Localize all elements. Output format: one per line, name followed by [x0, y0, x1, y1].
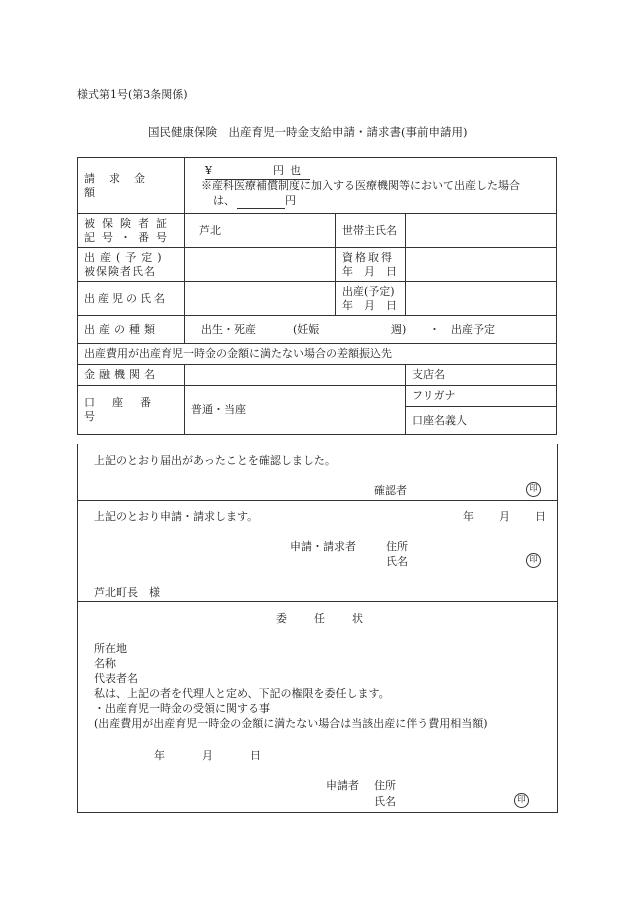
proxy-applicant-label: 申請者 [326, 779, 359, 792]
proxy-location-label: 所在地 [94, 642, 127, 655]
yen-unit: 円也 [273, 163, 307, 177]
child-name-label: 出産児の氏名 [84, 291, 168, 305]
birth-date-label-1: 出産(予定) [342, 284, 395, 298]
table-row [78, 214, 557, 248]
birth-type-option2[interactable]: ・ 出産予定 [429, 322, 495, 336]
insurance-cert-value-cell[interactable] [185, 214, 336, 248]
transfer-heading: 出産費用が出産育児一時金の金額に満たない場合の差額振込先 [84, 347, 392, 360]
proxy-date-month: 月 [202, 749, 213, 762]
birth-type-pregnancy-open: (妊娠 [293, 322, 320, 336]
table-row [78, 158, 557, 214]
confirmation-section [77, 444, 558, 501]
table-row [78, 386, 557, 407]
proxy-representative-label: 代表者名 [94, 672, 138, 685]
table-row [78, 344, 557, 365]
insurance-cert-value: 芦北 [199, 223, 221, 237]
application-text: 上記のとおり申請・請求します。 [94, 510, 259, 523]
householder-value-cell[interactable] [406, 214, 557, 248]
application-date-day: 日 [535, 510, 546, 523]
child-name-label-cell [78, 282, 185, 316]
table-row [78, 365, 557, 386]
birth-label-cell [78, 248, 185, 282]
branch-cell[interactable] [406, 365, 557, 386]
account-type[interactable]: 普通・当座 [191, 403, 246, 416]
yen-mark: ¥ [205, 163, 212, 177]
branch-label: 支店名 [412, 368, 445, 381]
proxy-section [77, 601, 558, 813]
claim-amount-cell[interactable] [185, 158, 557, 214]
birth-type-label-cell [78, 316, 185, 344]
proxy-item2: (出産費用が出産育児一時金の金額に満たない場合は当該出産に伴う費用相当額) [94, 717, 488, 730]
account-holder-label: 口座名義人 [412, 413, 467, 427]
furigana-cell[interactable] [406, 386, 557, 407]
applicant-seal-icon: 印 [526, 553, 541, 568]
birth-type-option1[interactable]: 出生・死産 [201, 322, 256, 336]
qualification-date-cell[interactable] [406, 248, 557, 282]
proxy-seal-icon: 印 [514, 793, 529, 808]
proxy-date-year: 年 [154, 749, 165, 762]
claim-note-suffix: 円 [285, 193, 296, 207]
surcharge-amount-field[interactable] [237, 194, 285, 209]
transfer-heading-cell [78, 344, 557, 365]
proxy-address-label: 住所 [374, 779, 396, 792]
application-date-year: 年 [463, 510, 474, 523]
bank-label: 金融機関名 [84, 368, 159, 381]
birth-date-label-cell [336, 282, 406, 316]
document-title: 国民健康保険 出産育児一時金支給申請・請求書(事前申請用) [148, 125, 468, 139]
table-row [78, 316, 557, 344]
proxy-name-label: 氏名 [374, 795, 396, 808]
birth-type-pregnancy-close: 週) [391, 322, 407, 336]
account-label: 口座番号 [84, 396, 168, 423]
account-holder-cell[interactable] [406, 407, 557, 435]
account-label-cell [78, 386, 185, 435]
proxy-statement: 私は、上記の者を代理人と定め、下記の権限を委任します。 [94, 687, 390, 700]
qualification-label-cell [336, 248, 406, 282]
furigana-label: フリガナ [412, 389, 456, 402]
birth-type-label: 出産の種類 [84, 322, 159, 336]
claim-note-line1: ※産科医療補償制度に加入する医療機関等において出産した場合 [201, 178, 520, 192]
table-row [78, 282, 557, 316]
applicant-name-label: 氏名 [386, 555, 408, 568]
qualification-label-1: 資格取得 [342, 250, 394, 264]
birth-date-cell[interactable] [406, 282, 557, 316]
proxy-company-label: 名称 [94, 657, 116, 670]
confirmation-text: 上記のとおり届出があったことを確認しました。 [94, 454, 336, 467]
child-name-cell[interactable] [185, 282, 336, 316]
proxy-item1: ・出産育児一時金の受領に関する事 [94, 702, 270, 715]
bank-name-cell[interactable] [185, 365, 406, 386]
householder-label: 世帯主氏名 [342, 223, 397, 237]
addressee: 芦北町長 様 [94, 586, 160, 599]
account-number-cell[interactable] [185, 386, 406, 435]
confirmer-label: 確認者 [374, 484, 407, 497]
application-section [77, 500, 558, 602]
claim-amount-label: 請求金額 [84, 171, 159, 199]
application-table [77, 157, 557, 435]
bank-label-cell [78, 365, 185, 386]
claim-note-prefix: は、 [213, 193, 235, 207]
householder-label-cell [336, 214, 406, 248]
insured-name-cell[interactable] [185, 248, 336, 282]
table-row [78, 248, 557, 282]
birth-label-1: 出産(予定) [84, 250, 167, 264]
insurance-cert-label-cell [78, 214, 185, 248]
insurance-cert-label-2: 記号・番号 [84, 230, 174, 244]
proxy-date-day: 日 [250, 749, 261, 762]
insurance-cert-label-1: 被保険者証 [84, 216, 174, 230]
birth-type-cell[interactable] [185, 316, 557, 344]
applicant-label: 申請・請求者 [290, 540, 356, 553]
form-number: 様式第1号(第3条関係) [77, 88, 188, 101]
applicant-address-label: 住所 [386, 540, 408, 553]
proxy-title: 委 任 状 [276, 612, 371, 625]
birth-date-label-2: 年 月 日 [342, 298, 397, 312]
confirmer-seal-icon: 印 [526, 482, 541, 497]
application-date-month: 月 [499, 510, 510, 523]
qualification-label-2: 年 月 日 [342, 264, 397, 278]
claim-amount-label-cell [78, 158, 185, 214]
birth-label-2: 被保険者氏名 [84, 264, 156, 278]
